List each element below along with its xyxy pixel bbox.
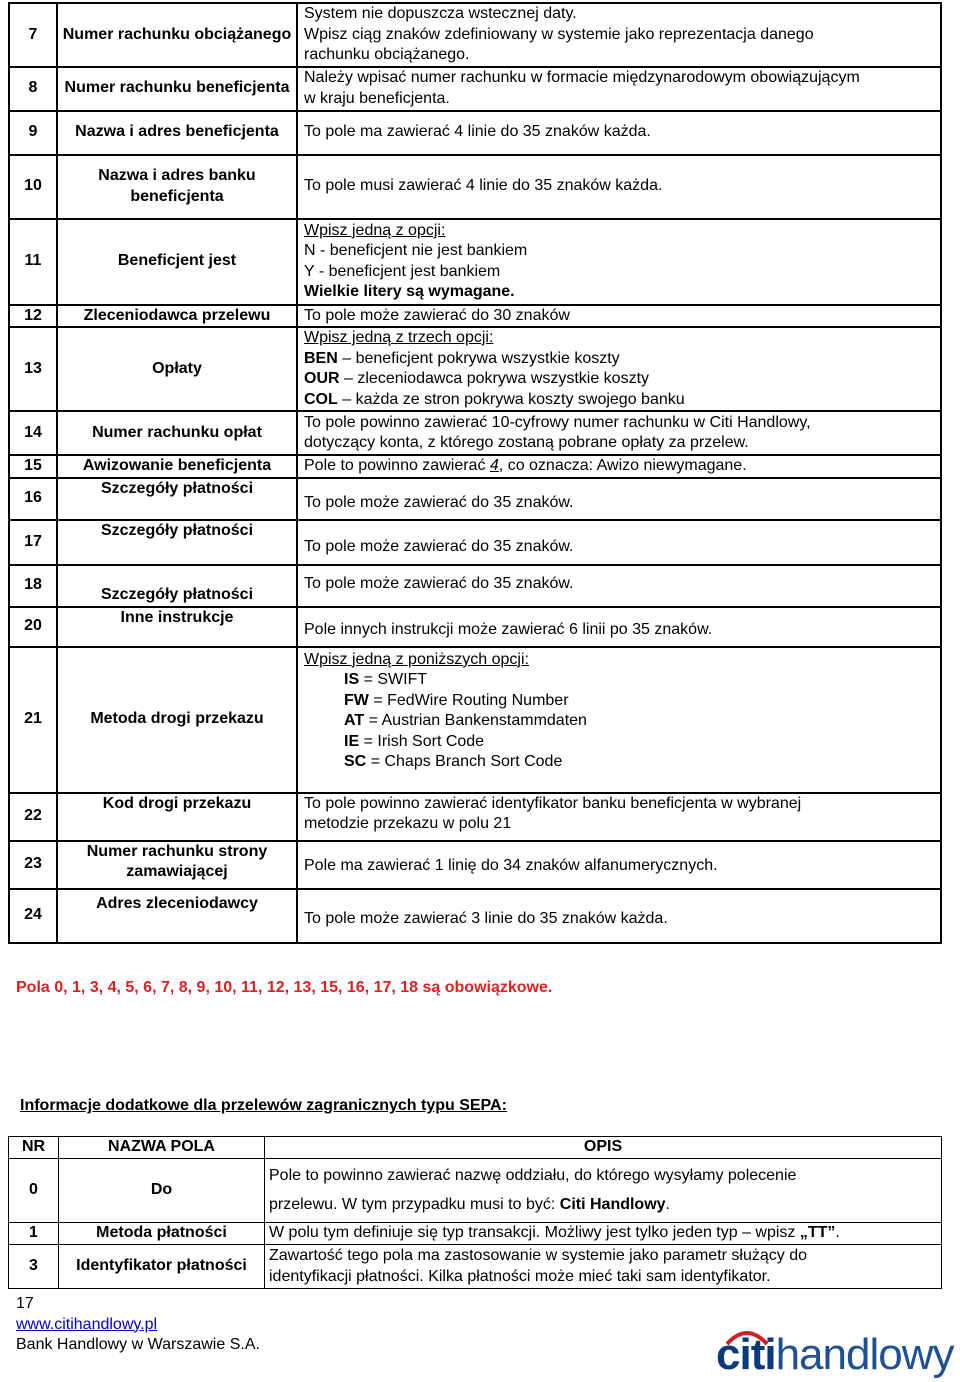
- field-name: Do: [59, 1159, 265, 1223]
- table-row: [9, 607, 941, 647]
- company-name: Bank Handlowy w Warszawie S.A.: [16, 1336, 260, 1353]
- field-description: To pole może zawierać do 35 znaków.: [297, 565, 941, 607]
- table-row: [9, 111, 941, 155]
- header-desc: OPIS: [265, 1137, 942, 1159]
- option-line: [304, 752, 936, 773]
- field-name: Szczegóły płatności: [57, 565, 297, 607]
- field-name: Opłaty: [57, 327, 297, 411]
- field-description: [297, 219, 941, 305]
- field-description: [265, 1159, 942, 1223]
- field-number: 20: [9, 607, 57, 647]
- field-number: 17: [9, 520, 57, 565]
- option-code: SC: [344, 753, 367, 770]
- desc-line: rachunku obciążanego.: [304, 46, 470, 63]
- field-description: To pole może zawierać 3 linie do 35 znaków każda.: [297, 889, 941, 943]
- field-number: 8: [9, 67, 57, 111]
- option-line: [304, 711, 936, 732]
- field-description: [265, 1245, 942, 1289]
- table-row: [9, 305, 941, 328]
- table-row: [9, 647, 941, 793]
- logo-part-handlowy: handlowy: [775, 1330, 954, 1379]
- field-number: 14: [9, 411, 57, 455]
- desc-line: metodzie przekazu w polu 21: [304, 815, 512, 832]
- field-name: Inne instrukcje: [57, 607, 297, 647]
- desc-line: To pole powinno zawierać 10-cyfrowy numer rachunku w Citi Handlowy,: [304, 413, 811, 431]
- option-text: = FedWire Routing Number: [373, 691, 569, 709]
- sepa-header-row: [9, 1137, 942, 1159]
- desc-line: System nie dopuszcza wstecznej daty.: [304, 5, 577, 22]
- field-description: [297, 411, 941, 455]
- option-code: IS: [344, 671, 360, 688]
- field-name: Numer rachunku strony zamawiającej: [57, 841, 297, 889]
- table-row: [9, 1223, 942, 1245]
- desc-line: N - beneficjent nie jest bankiem: [304, 242, 528, 259]
- page-number: 17: [16, 1295, 34, 1312]
- field-name: Numer rachunku obciążanego: [57, 3, 297, 67]
- option-code: BEN: [304, 349, 338, 367]
- table-row: [9, 455, 941, 478]
- field-description: To pole ma zawierać 4 linie do 35 znaków każda.: [297, 111, 941, 155]
- option-line: OUR – zleceniodawca pokrywa wszystkie koszty: [304, 370, 650, 387]
- option-line: [304, 732, 936, 753]
- table-row: [9, 520, 941, 565]
- field-number: 1: [9, 1223, 59, 1245]
- table-row: [9, 155, 941, 219]
- field-name: Beneficjent jest: [57, 219, 297, 305]
- field-description: To pole może zawierać do 35 znaków.: [297, 520, 941, 565]
- website-link[interactable]: www.citihandlowy.pl: [16, 1315, 158, 1333]
- field-number: 16: [9, 478, 57, 520]
- option-code: IE: [344, 732, 360, 750]
- option-text: beneficjent pokrywa wszystkie koszty: [355, 349, 620, 367]
- field-number: 18: [9, 565, 57, 607]
- field-name: Awizowanie beneficjenta: [57, 455, 297, 478]
- field-name: Nazwa i adres beneficjenta: [57, 111, 297, 155]
- field-name: Szczegóły płatności: [57, 520, 297, 565]
- desc-intro: Wpisz jedną z opcji:: [304, 221, 446, 239]
- field-description: [297, 455, 941, 478]
- desc-emph: 4: [489, 457, 499, 474]
- field-description: Pole ma zawierać 1 linię do 34 znaków alfanumerycznych.: [297, 841, 941, 889]
- field-number: 3: [9, 1245, 59, 1289]
- field-name: Adres zleceniodawcy: [57, 889, 297, 943]
- desc-bold: Citi Handlowy: [559, 1195, 666, 1213]
- desc-intro: Wpisz jedną z trzech opcji:: [304, 329, 494, 346]
- option-code: AT: [344, 712, 365, 729]
- option-line: [304, 670, 936, 691]
- field-description: [297, 793, 941, 841]
- field-name: Nazwa i adres banku beneficjenta: [57, 155, 297, 219]
- desc-line: Pole to powinno zawierać nazwę oddziału, do którego wysyłamy polecenie: [269, 1167, 797, 1184]
- field-name: Kod drogi przekazu: [57, 793, 297, 841]
- field-description: [297, 3, 941, 67]
- field-description: To pole musi zawierać 4 linie do 35 znaków każda.: [297, 155, 941, 219]
- desc-text: , co oznacza: Awizo niewymagane.: [498, 457, 747, 474]
- table-row: [9, 793, 941, 841]
- desc-text: W polu tym definiuje się typ transakcji. Możliwy jest tylko jeden typ – wpisz: [269, 1224, 800, 1242]
- sepa-table: [8, 1136, 942, 1289]
- table-row: [9, 478, 941, 520]
- logo-wordmark: [716, 1330, 953, 1380]
- table-row: [9, 841, 941, 889]
- desc-text: .: [665, 1195, 670, 1213]
- table-row: [9, 565, 941, 607]
- field-name: Numer rachunku opłat: [57, 411, 297, 455]
- option-code: COL: [304, 390, 338, 408]
- option-text: = Irish Sort Code: [363, 732, 485, 750]
- field-name: Metoda płatności: [59, 1223, 265, 1245]
- desc-intro: Wpisz jedną z poniższych opcji:: [304, 650, 529, 668]
- table-row: [9, 219, 941, 305]
- table-row: [9, 1159, 942, 1223]
- field-number: 13: [9, 327, 57, 411]
- field-table: [8, 2, 942, 944]
- field-number: 0: [9, 1159, 59, 1223]
- table-row: [9, 889, 941, 943]
- field-number: 10: [9, 155, 57, 219]
- field-name: Identyfikator płatności: [59, 1245, 265, 1289]
- option-text: każda ze stron pokrywa koszty swojego banku: [355, 390, 685, 408]
- field-number: 22: [9, 793, 57, 841]
- desc-line: Y - beneficjent jest bankiem: [304, 262, 501, 280]
- option-text: = SWIFT: [363, 671, 428, 688]
- table-row: [9, 67, 941, 111]
- field-description: [297, 327, 941, 411]
- field-description: To pole może zawierać do 30 znaków: [297, 305, 941, 328]
- field-name: Szczegóły płatności: [57, 478, 297, 520]
- header-nr: NR: [9, 1137, 59, 1159]
- field-number: 21: [9, 647, 57, 793]
- header-name: NAZWA POLA: [59, 1137, 265, 1159]
- logo-part-citi: citi: [716, 1330, 776, 1379]
- field-number: 7: [9, 3, 57, 67]
- field-description: [297, 67, 941, 111]
- desc-line: dotyczący konta, z którego zostaną pobrane opłaty za przelew.: [304, 434, 749, 451]
- desc-line: Wpisz ciąg znaków zdefiniowany w systemie jako reprezentacja danego: [304, 25, 814, 43]
- desc-line: Zawartość tego pola ma zastosowanie w systemie jako parametr służący do: [269, 1247, 808, 1264]
- option-line: [304, 691, 936, 712]
- field-description: To pole może zawierać do 35 znaków.: [297, 478, 941, 520]
- table-row: [9, 3, 941, 67]
- field-number: 11: [9, 219, 57, 305]
- option-line: COL – każda ze stron pokrywa koszty swojego banku: [304, 390, 685, 408]
- field-description: [265, 1223, 942, 1245]
- mandatory-fields-note: Pola 0, 1, 3, 4, 5, 6, 7, 8, 9, 10, 11, 12, 13, 15, 16, 17, 18 są obowiązkowe.: [16, 979, 553, 996]
- option-line: BEN – beneficjent pokrywa wszystkie koszty: [304, 349, 620, 367]
- desc-bold-note: Wielkie litery są wymagane.: [304, 283, 515, 300]
- option-text: zleceniodawca pokrywa wszystkie koszty: [357, 370, 650, 387]
- field-name: Numer rachunku beneficjenta: [57, 67, 297, 111]
- field-number: 23: [9, 841, 57, 889]
- desc-line: [269, 1195, 937, 1216]
- desc-line: identyfikacji płatności. Kilka płatności może mieć taki sam identyfikator.: [269, 1267, 771, 1285]
- option-text: = Chaps Branch Sort Code: [370, 753, 563, 770]
- field-name: Metoda drogi przekazu: [57, 647, 297, 793]
- field-description: Pole innych instrukcji może zawierać 6 linii po 35 znaków.: [297, 607, 941, 647]
- field-number: 15: [9, 455, 57, 478]
- field-description: [297, 647, 941, 793]
- desc-text: Pole to powinno zawierać: [304, 457, 490, 474]
- option-code: FW: [344, 691, 369, 709]
- field-number: 24: [9, 889, 57, 943]
- field-number: 9: [9, 111, 57, 155]
- desc-line: To pole powinno zawierać identyfikator banku beneficjenta w wybranej: [304, 794, 802, 812]
- option-code: OUR: [304, 370, 340, 387]
- desc-bold: „TT”: [799, 1224, 836, 1242]
- page-footer: [16, 1294, 260, 1356]
- desc-text: przelewu. W tym przypadku musi to być:: [269, 1195, 560, 1213]
- field-name: Zleceniodawca przelewu: [57, 305, 297, 328]
- desc-line: w kraju beneficjenta.: [304, 89, 450, 107]
- table-row: [9, 1245, 942, 1289]
- desc-text: .: [835, 1224, 840, 1242]
- option-text: = Austrian Bankenstammdaten: [368, 712, 587, 729]
- table-row: [9, 411, 941, 455]
- citi-handlowy-logo: [716, 1326, 956, 1380]
- desc-line: Należy wpisać numer rachunku w formacie międzynarodowym obowiązującym: [304, 69, 860, 86]
- sepa-heading: Informacje dodatkowe dla przelewów zagranicznych typu SEPA:: [20, 1097, 507, 1114]
- table-row: [9, 327, 941, 411]
- field-number: 12: [9, 305, 57, 328]
